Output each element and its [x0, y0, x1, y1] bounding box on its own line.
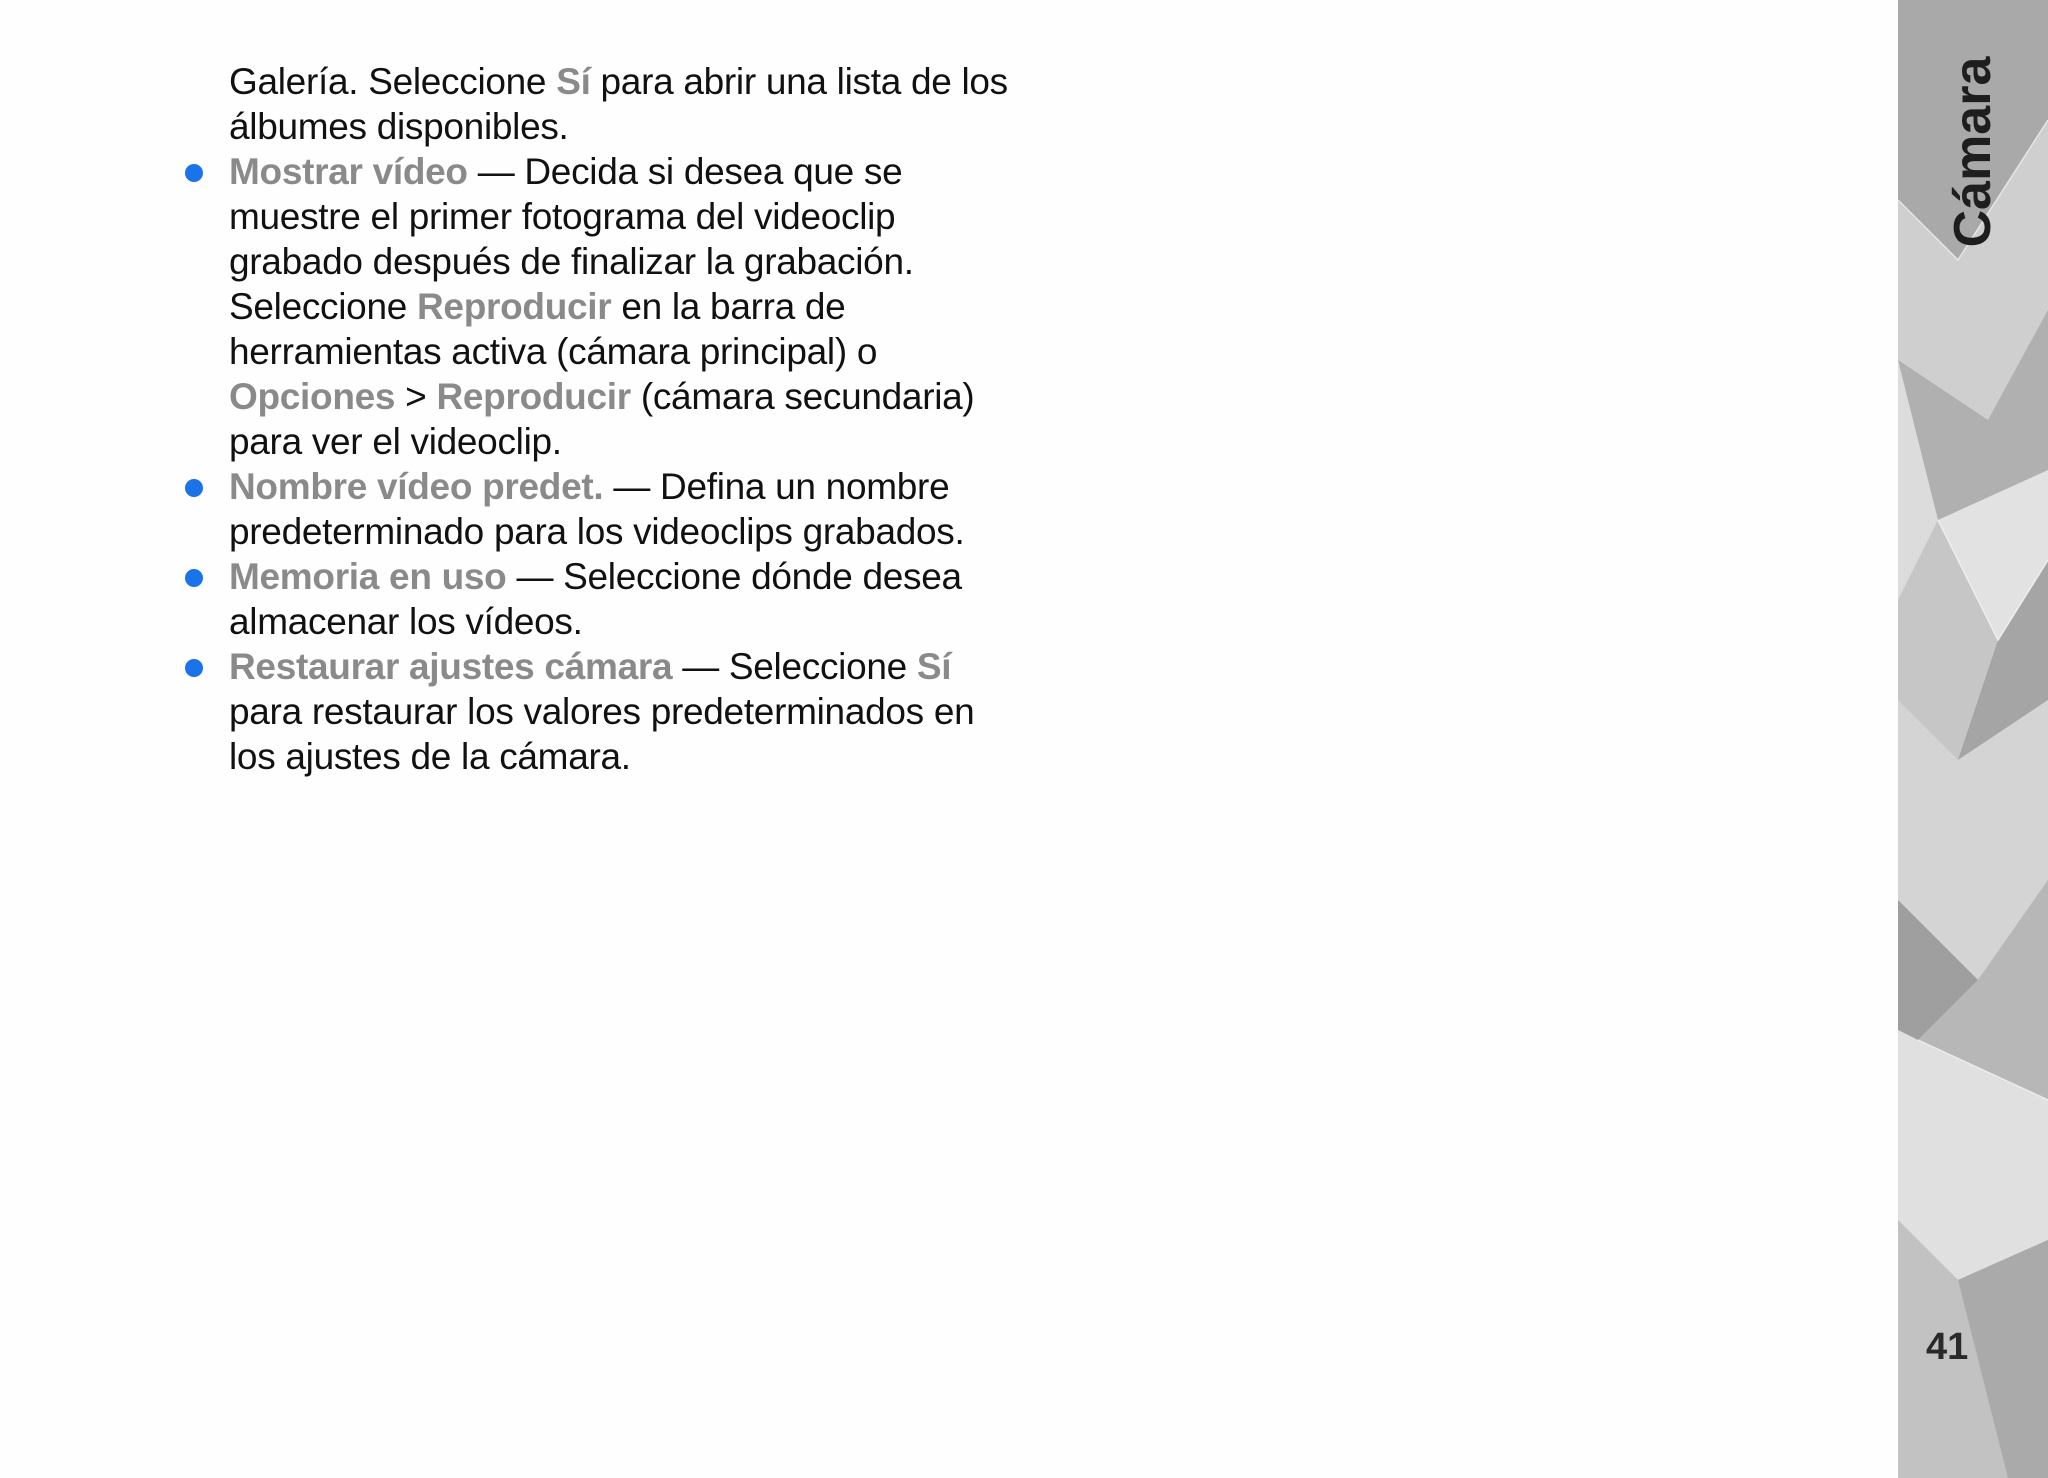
bullet-icon [185, 164, 203, 182]
bullet-text: — Defina un nombre predeterminado para los videoclips grabados. [229, 466, 965, 552]
bullet-memoria-en-uso [229, 554, 1029, 644]
intro-text-1: Galería. Seleccione [229, 61, 557, 102]
bullet-text: — Decida si desea que se muestre el primer fotograma del videoclip grabado después de finalizar la grabación. Seleccione [229, 151, 914, 327]
term-mostrar-video: Mostrar vídeo [229, 151, 468, 192]
bullet-text: — Seleccione dónde desea almacenar los vídeos. [229, 556, 962, 642]
page-number: 41 [1926, 1326, 1969, 1368]
settings-bullet-list [229, 149, 1029, 779]
term-memoria-en-uso: Memoria en uso [229, 556, 507, 597]
bullet-text: para restaurar los valores predeterminados en los ajustes de la cámara. [229, 691, 975, 777]
intro-paragraph [229, 59, 1029, 149]
term-reproducir: Reproducir [417, 286, 612, 327]
bullet-restaurar-ajustes [229, 644, 1029, 779]
chapter-title-text: Cámara [1944, 56, 2002, 248]
bullet-text: (cámara secundaria) para ver el videoclip. [229, 376, 975, 462]
bullet-text: — Seleccione [672, 646, 917, 687]
bullet-icon [185, 479, 203, 497]
term-opciones: Opciones [229, 376, 396, 417]
intro-text-2: para abrir una lista de los álbumes disponibles. [229, 61, 1008, 147]
bullet-icon [185, 659, 203, 677]
term-nombre-video: Nombre vídeo predet. [229, 466, 604, 507]
main-text-column [229, 59, 1029, 779]
term-reproducir-2: Reproducir [436, 376, 631, 417]
chapter-title [1898, 0, 2048, 260]
bullet-nombre-video [229, 464, 1029, 554]
bullet-mostrar-video [229, 149, 1029, 464]
intro-term-si: Sí [556, 61, 591, 102]
menu-separator: > [395, 376, 437, 417]
term-restaurar-ajustes: Restaurar ajustes cámara [229, 646, 673, 687]
term-si: Sí [916, 646, 952, 687]
bullet-icon [185, 569, 203, 587]
bullet-text: en la barra de herramientas activa (cámara principal) o [229, 286, 878, 372]
